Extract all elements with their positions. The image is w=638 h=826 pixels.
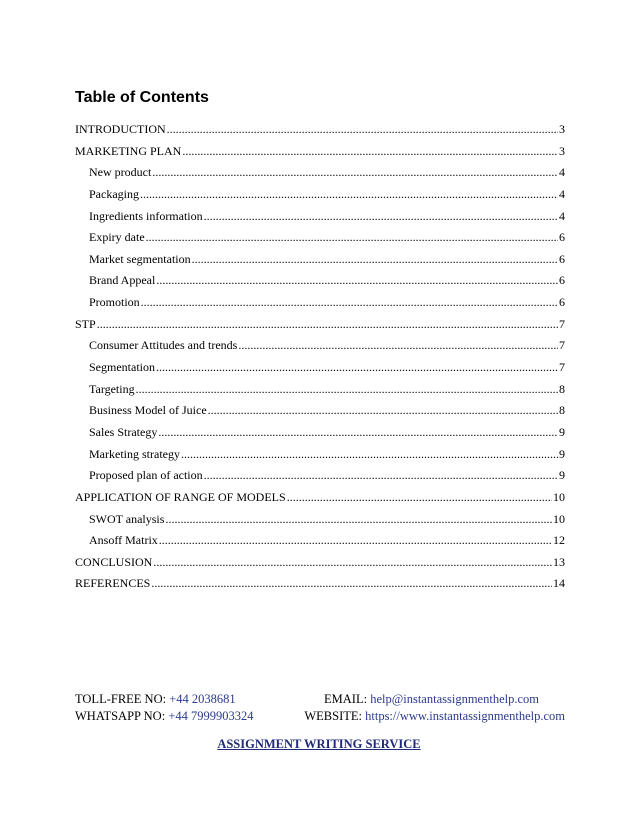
- toc-dot-leader: [151, 573, 552, 595]
- toc-entry-label: CONCLUSION: [75, 554, 153, 569]
- footer-row-1: [75, 691, 565, 708]
- toc-entry-label: Segmentation: [89, 360, 155, 375]
- toc-entry-label: Marketing strategy: [89, 446, 180, 461]
- toc-entry[interactable]: [75, 573, 565, 595]
- page-title: Table of Contents: [75, 89, 209, 106]
- toc-dot-leader: [152, 162, 558, 184]
- website-info: [304, 708, 565, 725]
- toc-entry[interactable]: [75, 552, 565, 574]
- website-label: WEBSITE:: [304, 709, 362, 723]
- toc-entry-label: Market segmentation: [89, 251, 191, 266]
- toc-entry-page-number: 12: [553, 533, 565, 548]
- toc-dot-leader: [141, 292, 558, 314]
- tollfree-number-link[interactable]: +44 2038681: [169, 692, 236, 706]
- toc-dot-leader: [158, 422, 558, 444]
- toc-entry-page-number: 4: [559, 208, 565, 223]
- toc-entry[interactable]: [75, 487, 565, 509]
- toc-dot-leader: [153, 552, 552, 574]
- toc-dot-leader: [156, 270, 558, 292]
- toc-entry[interactable]: [75, 184, 565, 206]
- toc-dot-leader: [159, 530, 552, 552]
- toc-entry[interactable]: [75, 314, 565, 336]
- toc-dot-leader: [204, 206, 558, 228]
- toc-entry-label: APPLICATION OF RANGE OF MODELS: [75, 489, 286, 504]
- toc-entry[interactable]: [75, 119, 565, 141]
- toc-dot-leader: [208, 400, 558, 422]
- email-link[interactable]: help@instantassignmenthelp.com: [370, 692, 539, 706]
- toc-entry-label: MARKETING PLAN: [75, 143, 182, 158]
- toc-entry-label: New product: [89, 165, 152, 180]
- toc-entry-page-number: 7: [559, 360, 565, 375]
- toc-entry-page-number: 6: [559, 273, 565, 288]
- toc-dot-leader: [204, 465, 558, 487]
- toc-entry-page-number: 3: [559, 143, 565, 158]
- toc-entry-page-number: 7: [559, 338, 565, 353]
- email-info: [324, 691, 539, 708]
- toc-dot-leader: [136, 379, 558, 401]
- whatsapp-label: WHATSAPP NO:: [75, 709, 166, 723]
- toc-entry-page-number: 7: [559, 316, 565, 331]
- toc-entry[interactable]: [75, 335, 565, 357]
- toc-entry[interactable]: [75, 249, 565, 271]
- toc-entry-label: Ingredients information: [89, 208, 203, 223]
- toc-entry-label: Brand Appeal: [89, 273, 156, 288]
- toc-entry[interactable]: [75, 530, 565, 552]
- toc-dot-leader: [238, 335, 558, 357]
- toc-entry-label: Business Model of Juice: [89, 403, 207, 418]
- toc-dot-leader: [182, 141, 558, 163]
- toc-entry-label: Sales Strategy: [89, 424, 158, 439]
- toc-entry[interactable]: [75, 444, 565, 466]
- toc-entry-page-number: 4: [559, 165, 565, 180]
- toc-entry-label: Proposed plan of action: [89, 468, 203, 483]
- tollfree-label: TOLL-FREE NO:: [75, 692, 167, 706]
- toc-entry-page-number: 3: [559, 122, 565, 136]
- toc-entry-page-number: 13: [553, 554, 565, 569]
- toc-entry-page-number: 8: [559, 381, 565, 396]
- toc-entry[interactable]: [75, 422, 565, 444]
- toc-entry-label: Ansoff Matrix: [89, 533, 158, 548]
- toc-entry[interactable]: [75, 465, 565, 487]
- website-link[interactable]: https://www.instantassignmenthelp.com: [365, 709, 565, 723]
- table-of-contents: [75, 119, 565, 595]
- toc-entry[interactable]: [75, 509, 565, 531]
- toc-entry-label: Consumer Attitudes and trends: [89, 338, 238, 353]
- assignment-service-link[interactable]: ASSIGNMENT WRITING SERVICE: [217, 737, 421, 751]
- toc-dot-leader: [146, 227, 558, 249]
- toc-entry[interactable]: [75, 270, 565, 292]
- toc-entry-label: Packaging: [89, 186, 139, 201]
- toc-dot-leader: [287, 487, 552, 509]
- email-label: EMAIL:: [324, 692, 368, 706]
- toc-entry-label: INTRODUCTION: [75, 122, 166, 136]
- toc-entry-label: SWOT analysis: [89, 511, 165, 526]
- footer-contacts: [75, 691, 565, 725]
- toc-entry-page-number: 10: [553, 511, 565, 526]
- toc-entry-page-number: 9: [559, 446, 565, 461]
- toc-entry-label: Promotion: [89, 295, 140, 310]
- toc-entry-page-number: 10: [553, 489, 565, 504]
- footer-row-2: [75, 708, 565, 725]
- toc-entry-page-number: 6: [559, 251, 565, 266]
- toc-entry-label: Expiry date: [89, 230, 145, 245]
- toc-dot-leader: [167, 119, 558, 141]
- toc-entry-label: REFERENCES: [75, 576, 151, 591]
- toc-dot-leader: [97, 314, 558, 336]
- toc-entry[interactable]: [75, 206, 565, 228]
- toc-entry[interactable]: [75, 292, 565, 314]
- toc-entry-page-number: 4: [559, 186, 565, 201]
- toc-entry[interactable]: [75, 357, 565, 379]
- toc-entry-page-number: 6: [559, 295, 565, 310]
- toc-dot-leader: [156, 357, 558, 379]
- toc-dot-leader: [140, 184, 558, 206]
- whatsapp-number-link[interactable]: +44 7999903324: [168, 709, 254, 723]
- toc-dot-leader: [192, 249, 558, 271]
- toc-entry-page-number: 14: [553, 576, 565, 591]
- toc-entry-page-number: 6: [559, 230, 565, 245]
- toc-dot-leader: [165, 509, 552, 531]
- toc-entry[interactable]: [75, 400, 565, 422]
- toc-entry[interactable]: [75, 227, 565, 249]
- toc-entry-label: STP: [75, 316, 96, 331]
- toc-entry-page-number: 8: [559, 403, 565, 418]
- toc-entry-page-number: 9: [559, 468, 565, 483]
- toc-entry-label: Targeting: [89, 381, 135, 396]
- whatsapp-info: [75, 708, 254, 725]
- tollfree-info: [75, 691, 236, 708]
- toc-entry[interactable]: [75, 379, 565, 401]
- toc-entry[interactable]: [75, 141, 565, 163]
- toc-entry[interactable]: [75, 162, 565, 184]
- toc-dot-leader: [181, 444, 558, 466]
- toc-entry-page-number: 9: [559, 424, 565, 439]
